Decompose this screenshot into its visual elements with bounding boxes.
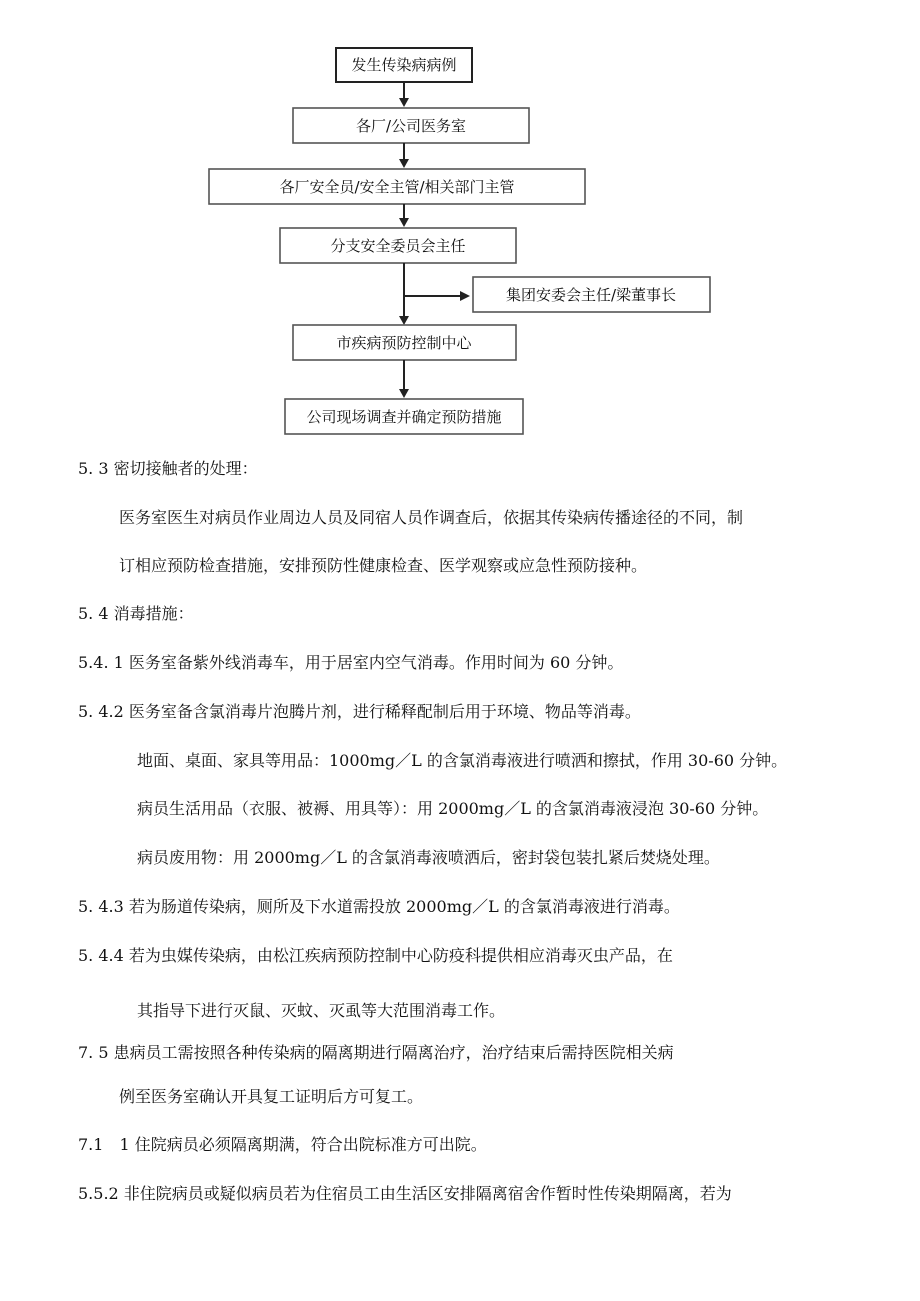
- svg-text:集团安委会主任/梁董事长: 集团安委会主任/梁董事长: [505, 286, 677, 304]
- svg-text:分支安全委员会主任: 分支安全委员会主任: [330, 237, 466, 255]
- item-5-4-1: 5.4. 1 医务室备紫外线消毒车，用于居室内空气消毒。作用时间为 60 分钟。: [78, 653, 624, 672]
- item-5-5-2: 5.5.2 非住院病员或疑似病员若为住宿员工由生活区安排隔离宿舍作暂时性传染期隔离，若为: [78, 1184, 732, 1203]
- disinfect-surfaces: 地面、桌面、家具等用品：1000mg／L 的含氯消毒液进行喷洒和擦拭，作用 30-60 分钟。: [137, 751, 788, 770]
- flow-node-clinic: [293, 108, 529, 143]
- paragraph-close-contacts-1: 医务室医生对病员作业周边人员及同宿人员作调查后，依据其传染病传播途径的不同，制: [119, 508, 744, 527]
- section-5-4-heading: 5. 4 消毒措施：: [78, 604, 194, 623]
- svg-text:发生传染病病例: 发生传染病病例: [351, 56, 457, 74]
- svg-text:各厂安全员/安全主管/相关部门主管: 各厂安全员/安全主管/相关部门主管: [279, 178, 515, 196]
- paragraph-close-contacts-2: 订相应预防检查措施，安排预防性健康检查、医学观察或应急性预防接种。: [119, 556, 648, 575]
- flow-node-branch-committee: [280, 228, 516, 263]
- svg-text:市疾病预防控制中心: 市疾病预防控制中心: [336, 334, 472, 352]
- item-7-1: 7.1 1 住院病员必须隔离期满，符合出院标准方可出院。: [78, 1135, 487, 1154]
- item-5-4-4: 5. 4.4 若为虫媒传染病，由松江疾病预防控制中心防疫科提供相应消毒灭虫产品，在: [78, 946, 673, 965]
- svg-text:公司现场调查并确定预防措施: 公司现场调查并确定预防措施: [306, 408, 502, 426]
- item-5-4-2: 5. 4.2 医务室备含氯消毒片泡腾片剂，进行稀释配制后用于环境、物品等消毒。: [78, 702, 641, 721]
- section-7-5-cont: 例至医务室确认开具复工证明后方可复工。: [119, 1087, 424, 1106]
- section-5-3-heading: 5. 3 密切接触者的处理：: [78, 459, 258, 478]
- flow-node-onsite-investigation: [285, 399, 523, 434]
- disinfect-waste: 病员废用物：用 2000mg／L 的含氯消毒液喷洒后，密封袋包装扎紧后焚烧处理。: [137, 848, 720, 867]
- flow-node-safety-officers: [209, 169, 585, 204]
- item-5-4-3: 5. 4.3 若为肠道传染病，厕所及下水道需投放 2000mg／L 的含氯消毒液进行消毒。: [78, 897, 680, 916]
- flow-node-outbreak: [336, 48, 472, 82]
- svg-text:各厂/公司医务室: 各厂/公司医务室: [355, 117, 467, 135]
- disinfect-belongings: 病员生活用品（衣服、被褥、用具等）：用 2000mg／L 的含氯消毒液浸泡 30-60 分钟。: [137, 799, 769, 818]
- item-5-4-4-cont: 其指导下进行灭鼠、灭蚊、灭虱等大范围消毒工作。: [137, 1001, 506, 1020]
- flowchart: [0, 0, 920, 450]
- flow-node-cdc: [293, 325, 516, 360]
- section-7-5: 7. 5 患病员工需按照各种传染病的隔离期进行隔离治疗，治疗结束后需持医院相关病: [78, 1043, 674, 1062]
- flow-node-group-committee: [473, 277, 710, 312]
